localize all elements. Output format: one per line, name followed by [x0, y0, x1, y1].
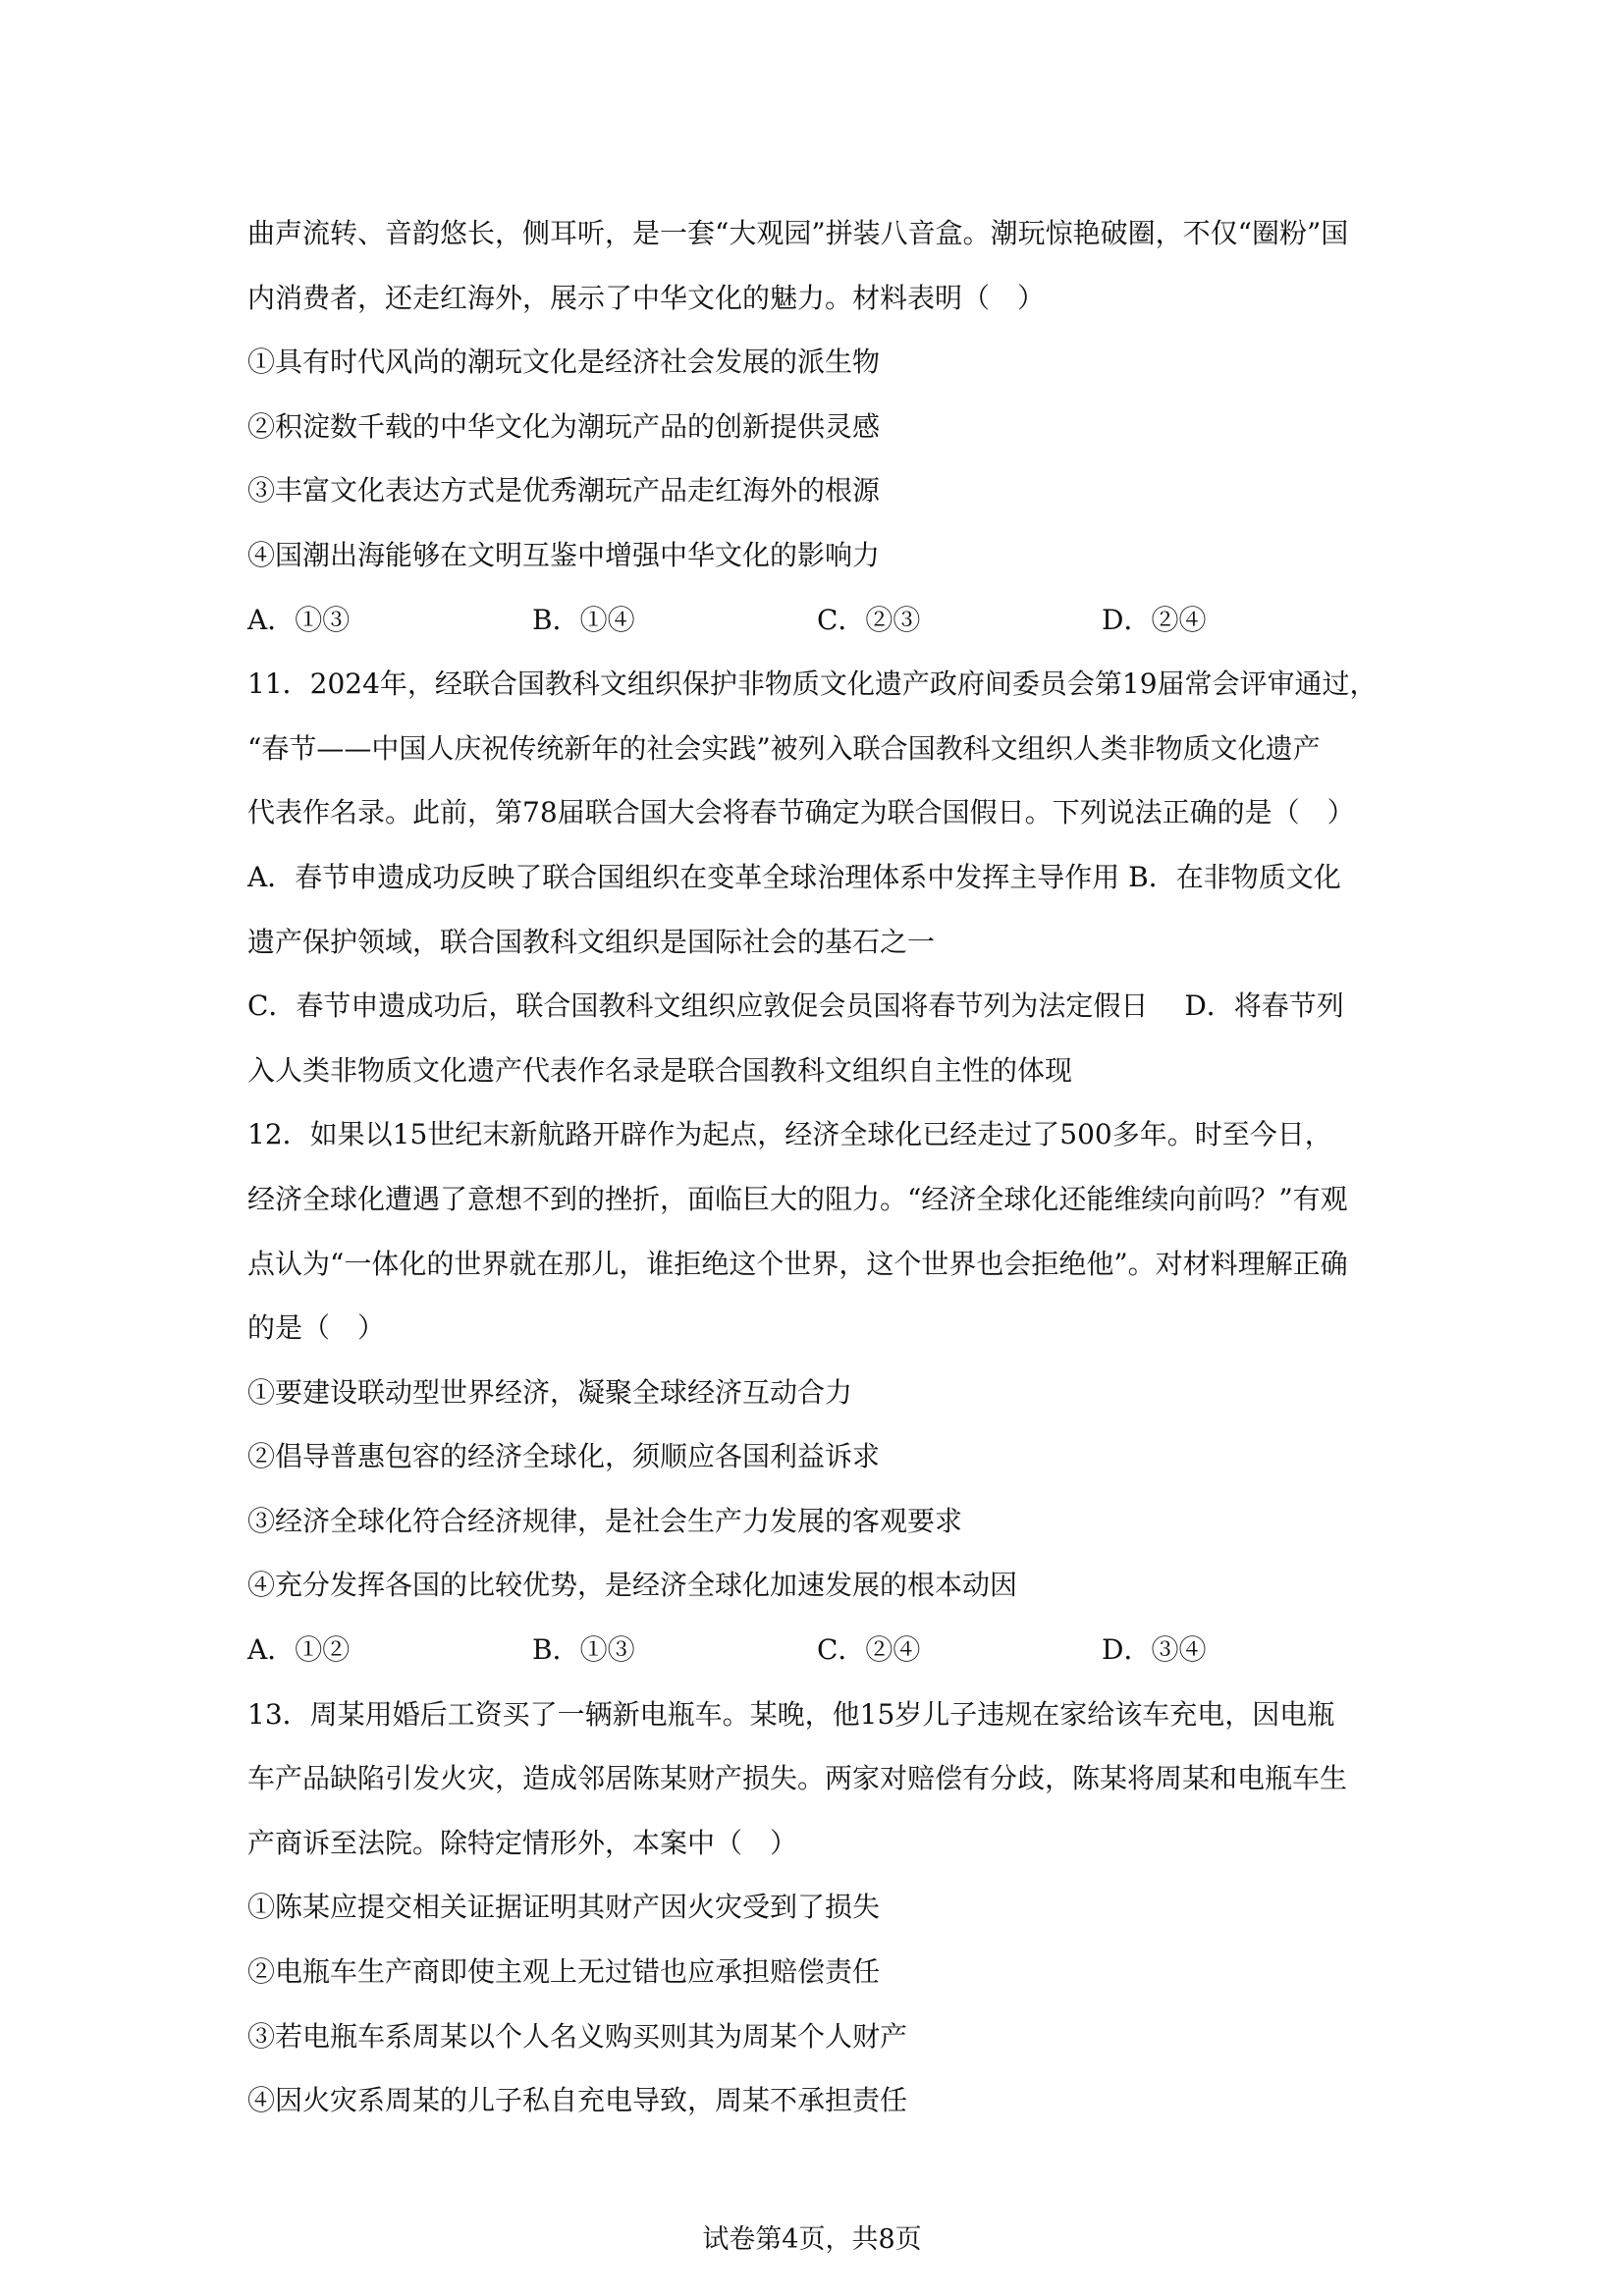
question-10-statement-2: ②积淀数千载的中华文化为潮玩产品的创新提供灵感 — [247, 409, 881, 443]
question-13-text-line: 车产品缺陷引发火灾，造成邻居陈某财产损失。两家对赔偿有分歧，陈某将周某和电瓶车生 — [247, 1762, 1348, 1795]
question-10-options — [247, 588, 1386, 653]
question-12-statement-3: ③经济全球化符合经济规律，是社会生产力发展的客观要求 — [247, 1504, 963, 1537]
question-13-statement-4: ④因火灾系周某的儿子私自充电导致，周某不承担责任 — [247, 2084, 908, 2117]
question-10-text-line: 曲声流转、音韵悠长，侧耳听，是一套“大观园”拼装八音盒。潮玩惊艳破圈，不仅“圈粉”国 — [247, 217, 1349, 249]
question-12-text-line: 点认为“一体化的世界就在那儿，谁拒绝这个世界，这个世界也会拒绝他”。对材料理解正确 — [247, 1247, 1348, 1280]
question-11 — [247, 652, 1386, 1102]
question-13-statement-2: ②电瓶车生产商即使主观上无过错也应承担赔偿责任 — [247, 1955, 881, 1989]
question-11-options-line: 遗产保护领域，联合国教科文组织是国际社会的基石之一 — [247, 925, 936, 958]
option-d: D．③④ — [1102, 1633, 1207, 1667]
question-12-text-line: 12．如果以15世纪末新航路开辟作为起点，经济全球化已经走过了500多年。时至今日， — [247, 1118, 1332, 1151]
question-11-options-line: A．春节申遗成功反映了联合国组织在变革全球治理体系中发挥主导作用 B．在非物质文化 — [247, 860, 1341, 893]
page-content — [247, 201, 1386, 2133]
question-12-text-line: 经济全球化遭遇了意想不到的挫折，面临巨大的阻力。“经济全球化还能维续向前吗？”有观 — [247, 1182, 1348, 1215]
page-footer: 试卷第4页，共8页 — [702, 2224, 922, 2255]
question-11-options-line: C．春节申遗成功后，联合国教科文组织应敦促会员国将春节列为法定假日 D．将春节列 — [247, 989, 1344, 1023]
question-10-statement-3: ③丰富文化表达方式是优秀潮玩产品走红海外的根源 — [247, 474, 881, 507]
option-b: B．①③ — [532, 1633, 635, 1667]
option-a: A．①② — [247, 1633, 351, 1667]
question-10-text-line: 内消费者，还走红海外，展示了中华文化的魅力。材料表明（ ） — [247, 281, 1046, 314]
question-13 — [247, 1682, 1386, 2133]
question-10-statement-1: ①具有时代风尚的潮玩文化是经济社会发展的派生物 — [247, 346, 881, 379]
question-12-options — [247, 1618, 1386, 1682]
option-c: C．②③ — [817, 603, 921, 636]
question-11-text-line: 代表作名录。此前，第78届联合国大会将春节确定为联合国假日。下列说法正确的是（ ） — [247, 796, 1355, 829]
question-12-statement-4: ④充分发挥各国的比较优势，是经济全球化加速发展的根本动因 — [247, 1569, 1018, 1602]
question-12-text-line: 的是（ ） — [247, 1311, 386, 1345]
option-c: C．②④ — [817, 1633, 921, 1667]
question-12-statement-1: ①要建设联动型世界经济，凝聚全球经济互动合力 — [247, 1375, 853, 1409]
question-10-statement-4: ④国潮出海能够在文明互鉴中增强中华文化的影响力 — [247, 538, 881, 571]
question-12 — [247, 1102, 1386, 1682]
question-11-options-line: 入人类非物质文化遗产代表作名录是联合国教科文组织自主性的体现 — [247, 1053, 1073, 1087]
question-13-statement-3: ③若电瓶车系周某以个人名义购买则其为周某个人财产 — [247, 2019, 908, 2053]
question-13-statement-1: ①陈某应提交相关证据证明其财产因火灾受到了损失 — [247, 1891, 881, 1924]
option-a: A．①③ — [247, 603, 351, 636]
question-11-text-line: 11．2024年，经联合国教科文组织保护非物质文化遗产政府间委员会第19届常会评审通过， — [247, 667, 1378, 701]
question-12-statement-2: ②倡导普惠包容的经济全球化，须顺应各国利益诉求 — [247, 1440, 881, 1473]
question-13-text-line: 产商诉至法院。除特定情形外，本案中（ ） — [247, 1826, 798, 1859]
option-b: B．①④ — [532, 603, 635, 636]
option-d: D．②④ — [1102, 603, 1207, 636]
question-13-text-line: 13．周某用婚后工资买了一辆新电瓶车。某晚，他15岁儿子违规在家给该车充电，因电瓶 — [247, 1697, 1335, 1731]
question-10 — [247, 201, 1386, 652]
question-11-text-line: “春节——中国人庆祝传统新年的社会实践”被列入联合国教科文组织人类非物质文化遗产 — [247, 731, 1321, 765]
